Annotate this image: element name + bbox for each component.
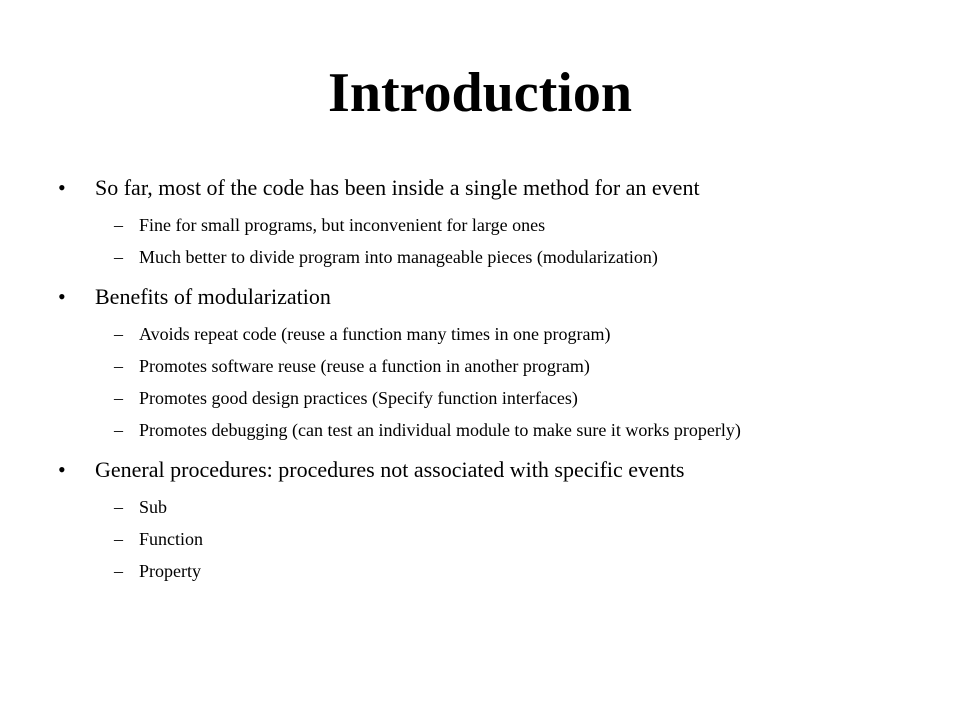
sub-item <box>58 388 848 408</box>
bullet-text: Benefits of modularization <box>95 284 331 309</box>
bullet-item <box>58 454 848 486</box>
sub-item-text: Function <box>139 529 204 549</box>
dash-icon: – <box>114 497 123 517</box>
sub-item-text: Avoids repeat code (reuse a function many times in one program) <box>139 324 611 344</box>
dash-icon: – <box>114 388 123 408</box>
dash-icon: – <box>114 215 123 235</box>
sub-item-text: Promotes good design practices (Specify function interfaces) <box>139 388 578 408</box>
bullet-icon: • <box>58 284 66 309</box>
sub-item-text: Fine for small programs, but inconvenient for large ones <box>139 215 546 235</box>
sub-item-text: Sub <box>139 497 168 517</box>
sub-item <box>58 356 848 376</box>
sub-item <box>58 247 848 267</box>
sub-item <box>58 420 848 440</box>
bullet-item <box>58 281 848 313</box>
sub-item <box>58 497 848 517</box>
slide-body <box>58 172 848 581</box>
sub-item <box>58 215 848 235</box>
bullet-icon: • <box>58 457 66 482</box>
bullet-text: General procedures: procedures not associated with specific events <box>95 457 685 482</box>
dash-icon: – <box>114 324 123 344</box>
sub-item-text: Much better to divide program into manageable pieces (modularization) <box>139 247 658 267</box>
dash-icon: – <box>114 356 123 376</box>
sub-item-text: Promotes debugging (can test an individual module to make sure it works properly) <box>139 420 741 440</box>
slide-title: Introduction <box>328 62 632 124</box>
dash-icon: – <box>114 247 123 267</box>
dash-icon: – <box>114 529 123 549</box>
sub-item <box>58 324 848 344</box>
bullet-item <box>58 172 848 204</box>
sub-item <box>58 561 848 581</box>
sub-item-text: Promotes software reuse (reuse a function in another program) <box>139 356 590 376</box>
dash-icon: – <box>114 420 123 440</box>
bullet-icon: • <box>58 175 66 200</box>
dash-icon: – <box>114 561 123 581</box>
bullet-text: So far, most of the code has been inside a single method for an event <box>95 175 700 200</box>
sub-item <box>58 529 848 549</box>
sub-item-text: Property <box>139 561 201 581</box>
